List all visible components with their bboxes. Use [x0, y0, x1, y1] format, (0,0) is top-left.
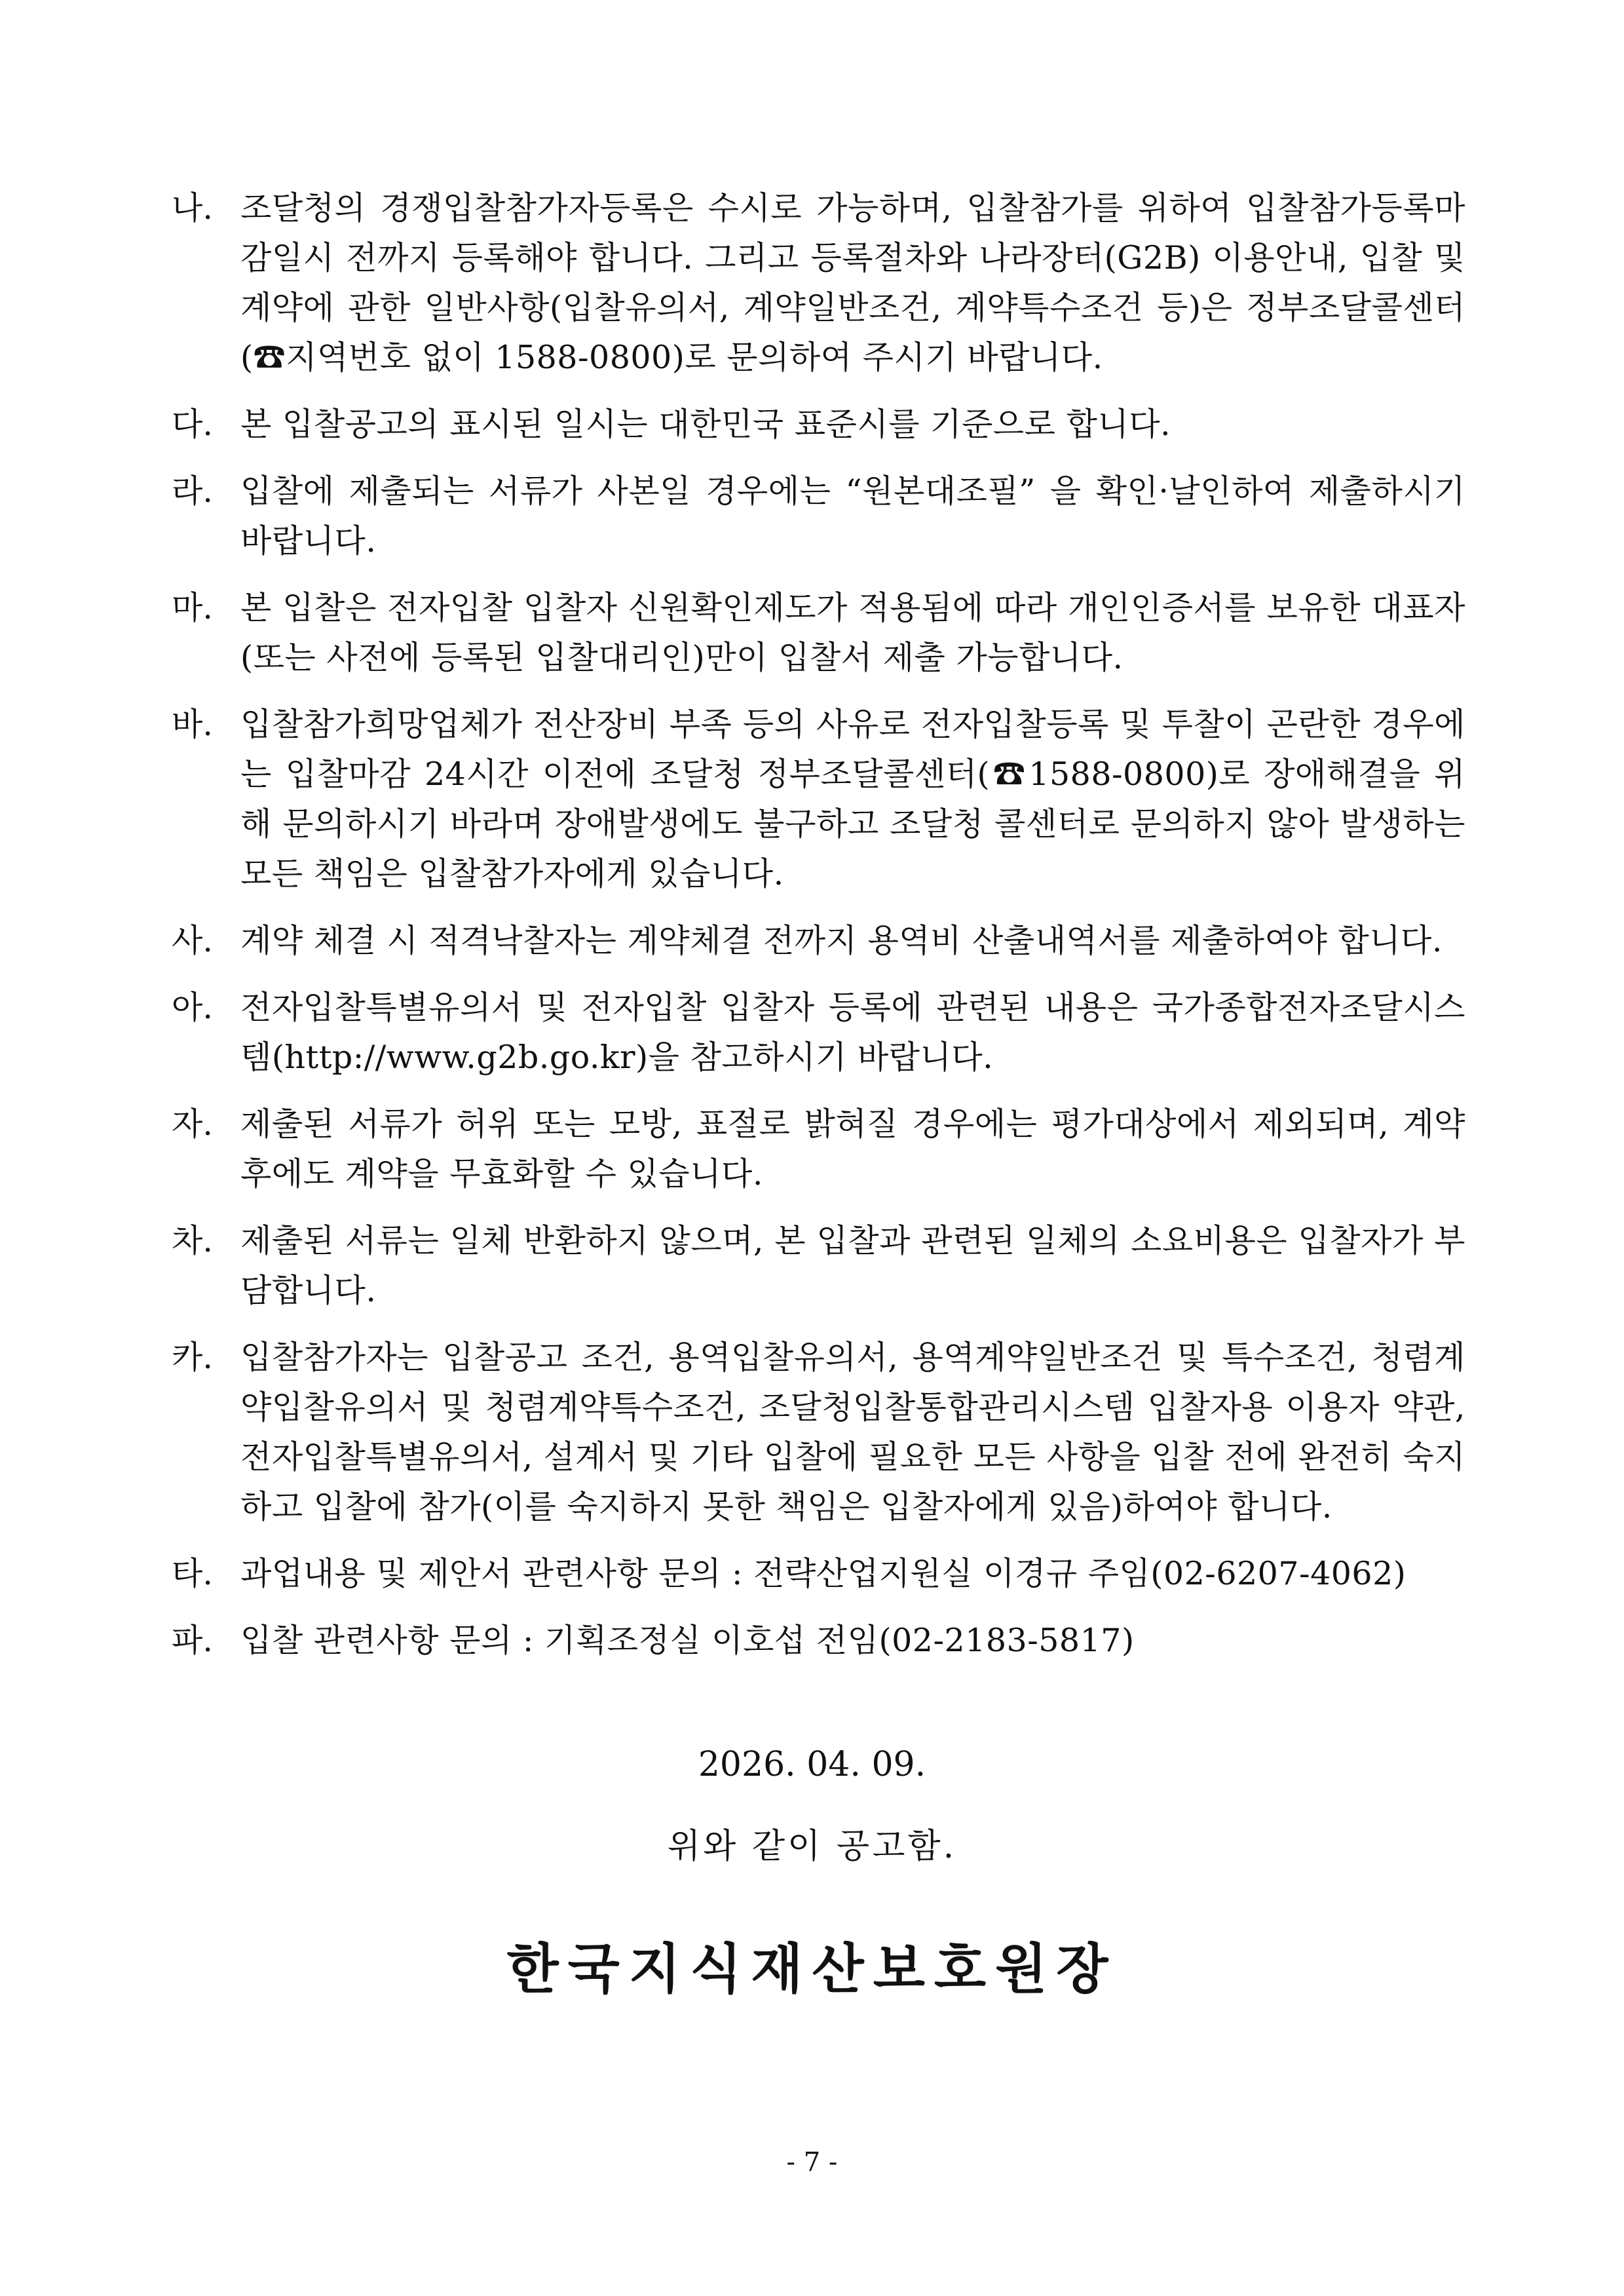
item-text: 과업내용 및 제안서 관련사항 문의 : 전략산업지원실 이경규 주임(02-6207-4062) [240, 1555, 1407, 1592]
item-text: 제출된 서류는 일체 반환하지 않으며, 본 입찰과 관련된 일체의 소요비용은 입찰자가 부담합니다. [240, 1222, 1465, 1309]
notice-item-sa [172, 916, 1465, 966]
item-text: 입찰에 제출되는 서류가 사본일 경우에는 “원본대조필” 을 확인·날인하여 제출하시기 바랍니다. [240, 472, 1465, 560]
item-text: 본 입찰은 전자입찰 입찰자 신원확인제도가 적용됨에 따라 개인인증서를 보유한 대표자(또는 사전에 등록된 입찰대리인)만이 입찰서 제출 가능합니다. [240, 589, 1465, 676]
issuer-name: 한국지식재산보호원장 [506, 1938, 1118, 2000]
item-text: 계약 체결 시 적격낙찰자는 계약체결 전까지 용역비 산출내역서를 제출하여야 합니다. [240, 922, 1443, 959]
item-marker: 바. [172, 706, 213, 743]
item-marker: 차. [172, 1222, 213, 1259]
page-number: - 7 - [786, 2147, 838, 2177]
notice-item-pa [172, 1616, 1465, 1666]
item-text: 전자입찰특별유의서 및 전자입찰 입찰자 등록에 관련된 내용은 국가종합전자조달시스템(http://www.g2b.go.kr)을 참고하시기 바랍니다. [240, 989, 1465, 1076]
item-marker: 마. [172, 589, 213, 626]
item-marker: 사. [172, 922, 213, 959]
item-marker: 타. [172, 1555, 213, 1592]
notice-item-ba [172, 700, 1465, 899]
item-marker: 파. [172, 1622, 213, 1659]
notice-item-ma [172, 583, 1465, 683]
notice-item-ka [172, 1333, 1465, 1532]
item-marker: 나. [172, 189, 213, 227]
notice-item-cha [172, 1216, 1465, 1316]
item-text: 입찰 관련사항 문의 : 기획조정실 이호섭 전임(02-2183-5817) [240, 1622, 1135, 1659]
notice-body [172, 183, 1465, 1683]
item-marker: 아. [172, 989, 213, 1026]
notice-date: 2026. 04. 09. [698, 1745, 926, 1784]
notice-item-ra [172, 467, 1465, 566]
notice-item-ja [172, 1100, 1465, 1199]
item-text: 제출된 서류가 허위 또는 모방, 표절로 밝혀질 경우에는 평가대상에서 제외되며, 계약 후에도 계약을 무효화할 수 있습니다. [240, 1105, 1465, 1193]
notice-item-a [172, 983, 1465, 1082]
item-marker: 자. [172, 1105, 213, 1143]
item-text: 입찰참가자는 입찰공고 조건, 용역입찰유의서, 용역계약일반조건 및 특수조건, 청렴계약입찰유의서 및 청렴계약특수조건, 조달청입찰통합관리시스템 입찰자용 이용자 약관, 전자입찰특별유의서, 설계서 및 기타 입찰에 필요한 모든 사항을 입찰 전에 완전히 숙지하고 입찰에 참가(이를 숙지하지 못한 책임은 입찰자에게 있음)하여야 합니다. [240, 1339, 1465, 1525]
notice-item-ta [172, 1549, 1465, 1599]
notice-item-da [172, 400, 1465, 450]
notice-item-na [172, 183, 1465, 383]
item-marker: 라. [172, 472, 213, 510]
item-text: 본 입찰공고의 표시된 일시는 대한민국 표준시를 기준으로 합니다. [240, 406, 1171, 443]
item-text: 입찰참가희망업체가 전산장비 부족 등의 사유로 전자입찰등록 및 투찰이 곤란한 경우에는 입찰마감 24시간 이전에 조달청 정부조달콜센터(☎1588-0800)로 장애해결을 위해 문의하시기 바라며 장애발생에도 불구하고 조달청 콜센터로 문의하지 않아 발생하는 모든 책임은 입찰참가자에게 있습니다. [240, 706, 1465, 892]
item-marker: 다. [172, 406, 213, 443]
item-marker: 카. [172, 1339, 213, 1376]
announcement-text: 위와 같이 공고함. [667, 1827, 957, 1866]
item-text: 조달청의 경쟁입찰참가자등록은 수시로 가능하며, 입찰참가를 위하여 입찰참가등록마감일시 전까지 등록해야 합니다. 그리고 등록절차와 나라장터(G2B) 이용안내, 입찰 및 계약에 관한 일반사항(입찰유의서, 계약일반조건, 계약특수조건 등)은 정부조달콜센터(☎지역번호 없이 1588-0800)로 문의하여 주시기 바랍니다. [240, 189, 1465, 376]
